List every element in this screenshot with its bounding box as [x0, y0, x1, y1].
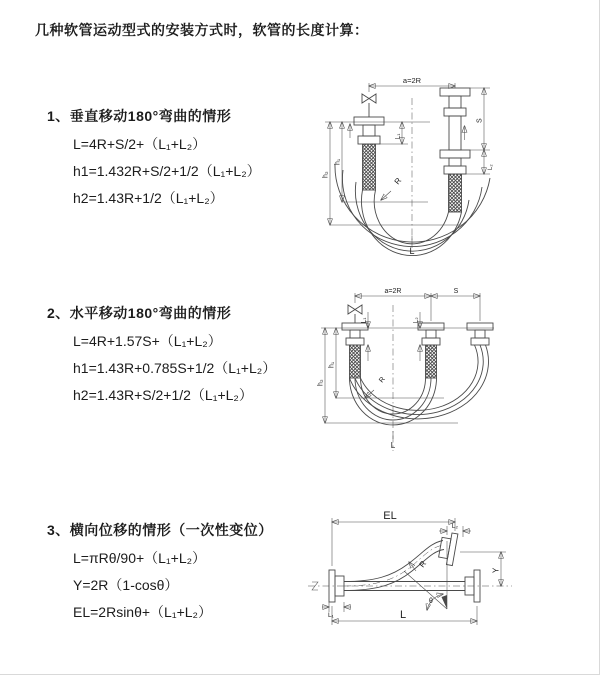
dimension-el — [332, 510, 455, 566]
label-r: R — [417, 559, 429, 570]
section-3-formula-L: L=πRθ/90+（L₁+L₂） — [73, 550, 207, 566]
label-h1: h₁ — [334, 158, 342, 165]
label-s: S — [476, 118, 484, 123]
label-length: L — [390, 441, 396, 450]
section-3-heading: 3、横向位移的情形（一次性变位） — [47, 522, 273, 538]
label-theta: θ — [429, 598, 433, 605]
upper-flange-moved — [438, 531, 458, 565]
hose-s-curve — [344, 541, 444, 591]
dimension-length — [409, 236, 414, 256]
diagram-vertical-180-bend — [312, 72, 594, 258]
dimension-h1 — [335, 122, 429, 202]
left-pipe-fitting — [342, 323, 368, 378]
dimension-length — [332, 606, 477, 625]
dimension-a2r — [369, 76, 455, 92]
dimension-a2r — [355, 288, 480, 321]
section-2-formula-L: L=4R+1.57S+（L₁+L₂） — [73, 333, 222, 349]
section-2-formula-h1: h1=1.43R+0.785S+1/2（L₁+L₂） — [73, 360, 277, 376]
dimension-y — [460, 552, 506, 586]
label-l2: L₂ — [488, 164, 494, 170]
dimension-s — [470, 88, 490, 150]
page-title: 几种软管运动型式的安装方式时，软管的长度计算： — [35, 22, 369, 38]
radius-callout — [365, 376, 387, 398]
right-pipe-fitting — [467, 323, 493, 345]
dimension-l2 — [414, 312, 421, 361]
label-l2: L₂ — [451, 523, 459, 530]
diagram-horizontal-180-bend — [308, 283, 600, 463]
label-l1: L₁ — [328, 612, 334, 619]
valve-icon — [362, 94, 376, 117]
section-2-heading: 2、水平移动180°弯曲的情形 — [47, 305, 232, 321]
right-pipe-fitting — [440, 88, 470, 212]
section-1-heading: 1、垂直移动180°弯曲的情形 — [47, 108, 232, 124]
dimension-s — [431, 288, 480, 296]
diagram-lateral-displacement — [300, 505, 600, 655]
hose-u-bend — [335, 164, 490, 256]
valve-icon — [348, 305, 362, 323]
hose-u-bend-moved — [350, 345, 489, 419]
label-length: L — [399, 609, 407, 621]
dimension-l2 — [462, 150, 494, 174]
dimension-l1 — [362, 312, 369, 361]
label-a2r: a=2R — [384, 288, 402, 295]
label-h2: h₂ — [322, 171, 330, 178]
dimension-l1 — [322, 602, 351, 619]
label-r: R — [378, 375, 387, 385]
section-1-formula-L: L=4R+S/2+（L₁+L₂） — [73, 136, 207, 152]
label-l1: L₁ — [395, 133, 402, 139]
section-2-formula-h2: h2=1.43R+S/2+1/2（L₁+L₂） — [73, 387, 253, 403]
section-1-formula-h1: h1=1.432R+S/2+1/2（L₁+L₂） — [73, 163, 261, 179]
label-h1: h₁ — [328, 361, 336, 368]
radius-callout — [381, 176, 403, 200]
label-length: L — [409, 246, 415, 256]
angle-construction — [404, 541, 447, 610]
label-h2: h₂ — [317, 379, 325, 386]
section-3-formula-EL: EL=2Rsinθ+（L₁+L₂） — [73, 604, 212, 620]
section-1-formula-h2: h2=1.43R+1/2（L₁+L₂） — [73, 190, 224, 206]
label-el: EL — [383, 510, 397, 522]
label-l2: L₂ — [413, 317, 420, 323]
label-r: R — [392, 176, 404, 187]
label-s: S — [453, 288, 459, 295]
dimension-h2 — [323, 122, 465, 225]
label-l1: L₁ — [361, 317, 368, 323]
middle-pipe-fitting — [418, 323, 444, 378]
dimension-length — [391, 431, 396, 450]
section-3-formula-Y: Y=2R（1-cosθ） — [73, 577, 179, 593]
label-y: Y — [491, 567, 501, 573]
label-a2r: a=2R — [402, 76, 422, 85]
left-pipe-fitting — [354, 117, 384, 190]
